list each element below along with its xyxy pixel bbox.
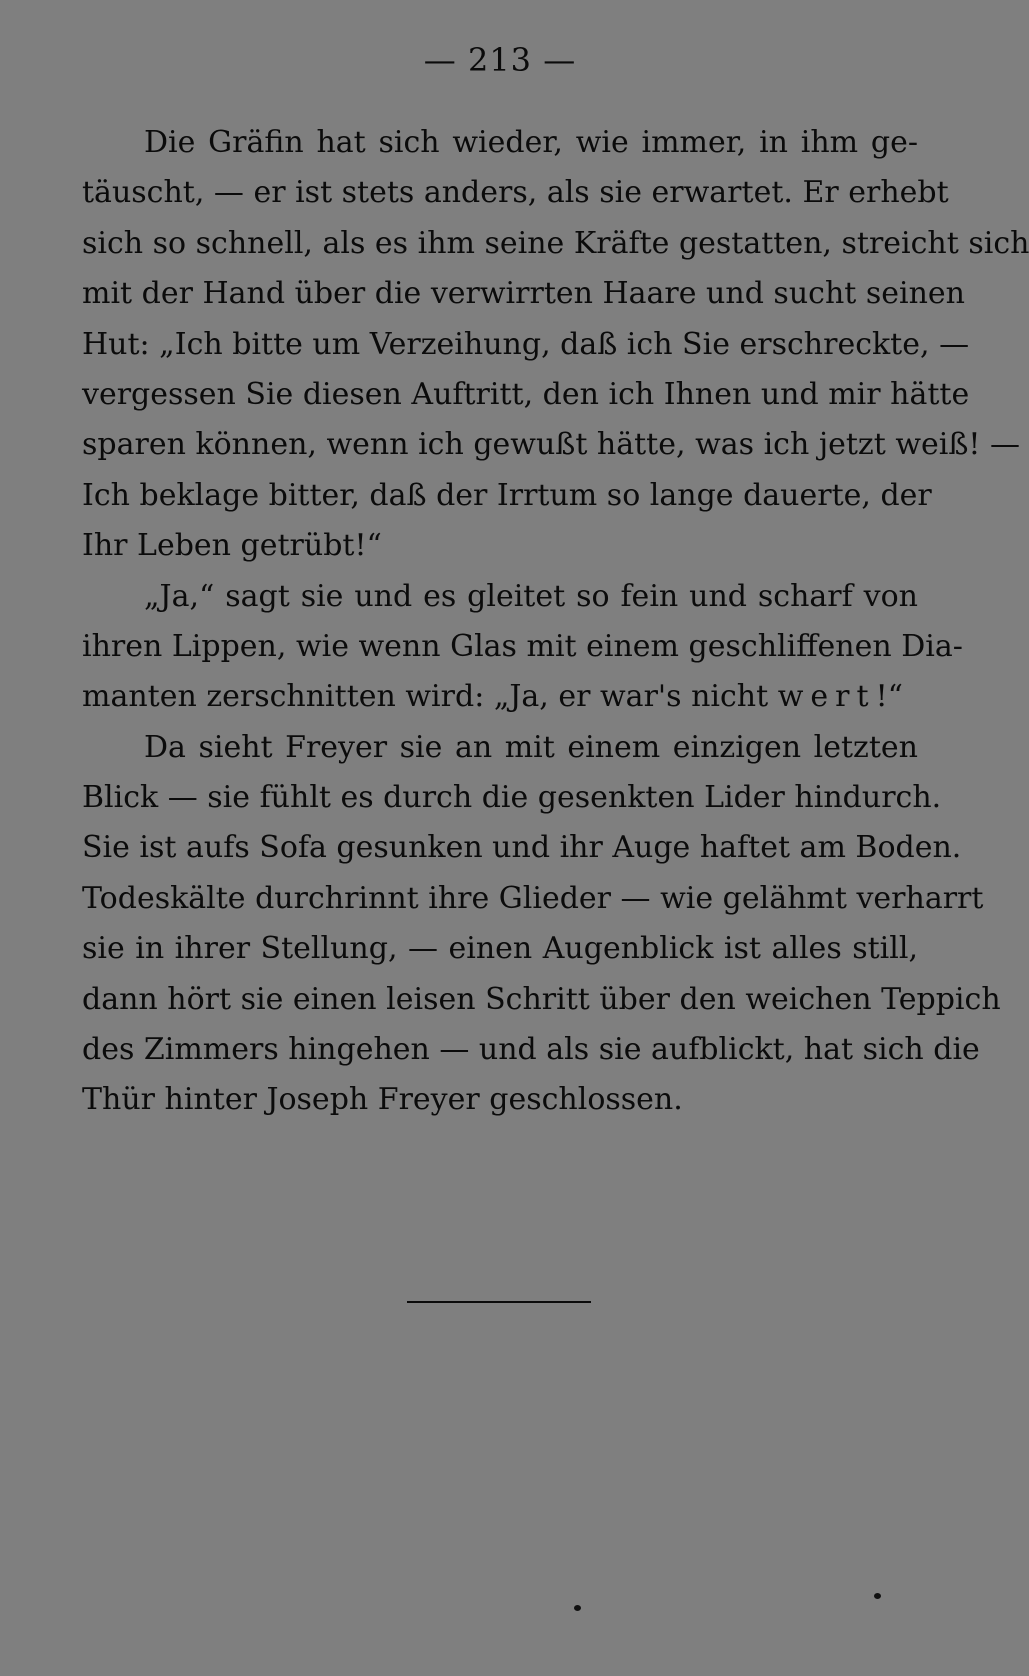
text-line: Ich beklage bitter, daß der Irrtum so lange dauerte, der bbox=[82, 477, 932, 513]
text-line: täuscht, — er ist stets anders, als sie erwartet. Er erhebt bbox=[82, 175, 949, 211]
emphasized-word: wert bbox=[777, 679, 876, 715]
text-line: „Ja,“ sagt sie und es gleitet so fein und scharf von bbox=[144, 578, 918, 614]
text-line: Da sieht Freyer sie an mit einem einzigen letzten bbox=[144, 729, 918, 765]
print-speck bbox=[574, 1605, 581, 1611]
text-line: Blick — sie fühlt es durch die gesenkten Lider hindurch. bbox=[82, 780, 942, 816]
text-line: sich so schnell, als es ihm seine Kräfte gestatten, streicht sich bbox=[82, 225, 1029, 261]
chapter-end-rule bbox=[407, 1301, 591, 1303]
text-line: Todeskälte durchrinnt ihre Glieder — wie gelähmt verharrt bbox=[82, 880, 984, 916]
text-line: mit der Hand über die verwirrten Haare und sucht seinen bbox=[82, 276, 966, 312]
text-line: vergessen Sie diesen Auftritt, den ich Ihnen und mir hätte bbox=[82, 376, 970, 412]
text-line bbox=[82, 672, 918, 722]
text-line: Thür hinter Joseph Freyer geschlossen. bbox=[82, 1082, 683, 1118]
text-line: sie in ihrer Stellung, — einen Augenblick ist alles still, bbox=[82, 931, 918, 967]
text-line: des Zimmers hingehen — und als sie aufblickt, hat sich die bbox=[82, 1032, 980, 1068]
text-line: Die Gräfin hat sich wieder, wie immer, in ihm ge- bbox=[144, 125, 918, 160]
body-text bbox=[82, 118, 1029, 1126]
text-line: Sie ist aufs Sofa gesunken und ihr Auge haftet am Boden. bbox=[82, 830, 962, 866]
text-run: manten zerschnitten wird: „Ja, er war's nicht bbox=[82, 679, 778, 715]
print-speck bbox=[874, 1593, 881, 1599]
text-line: Ihr Leben getrübt!“ bbox=[82, 528, 382, 564]
text-line: dann hört sie einen leisen Schritt über den weichen Teppich bbox=[82, 981, 1001, 1017]
text-line: sparen können, wenn ich gewußt hätte, was ich jetzt weiß! — bbox=[82, 427, 1020, 463]
text-line: Hut: „Ich bitte um Verzeihung, daß ich Sie erschreckte, — bbox=[82, 326, 970, 362]
page-number: — 213 — bbox=[423, 41, 577, 79]
text-run: !“ bbox=[875, 679, 903, 715]
text-line: ihren Lippen, wie wenn Glas mit einem geschliffenen Dia- bbox=[82, 628, 963, 664]
